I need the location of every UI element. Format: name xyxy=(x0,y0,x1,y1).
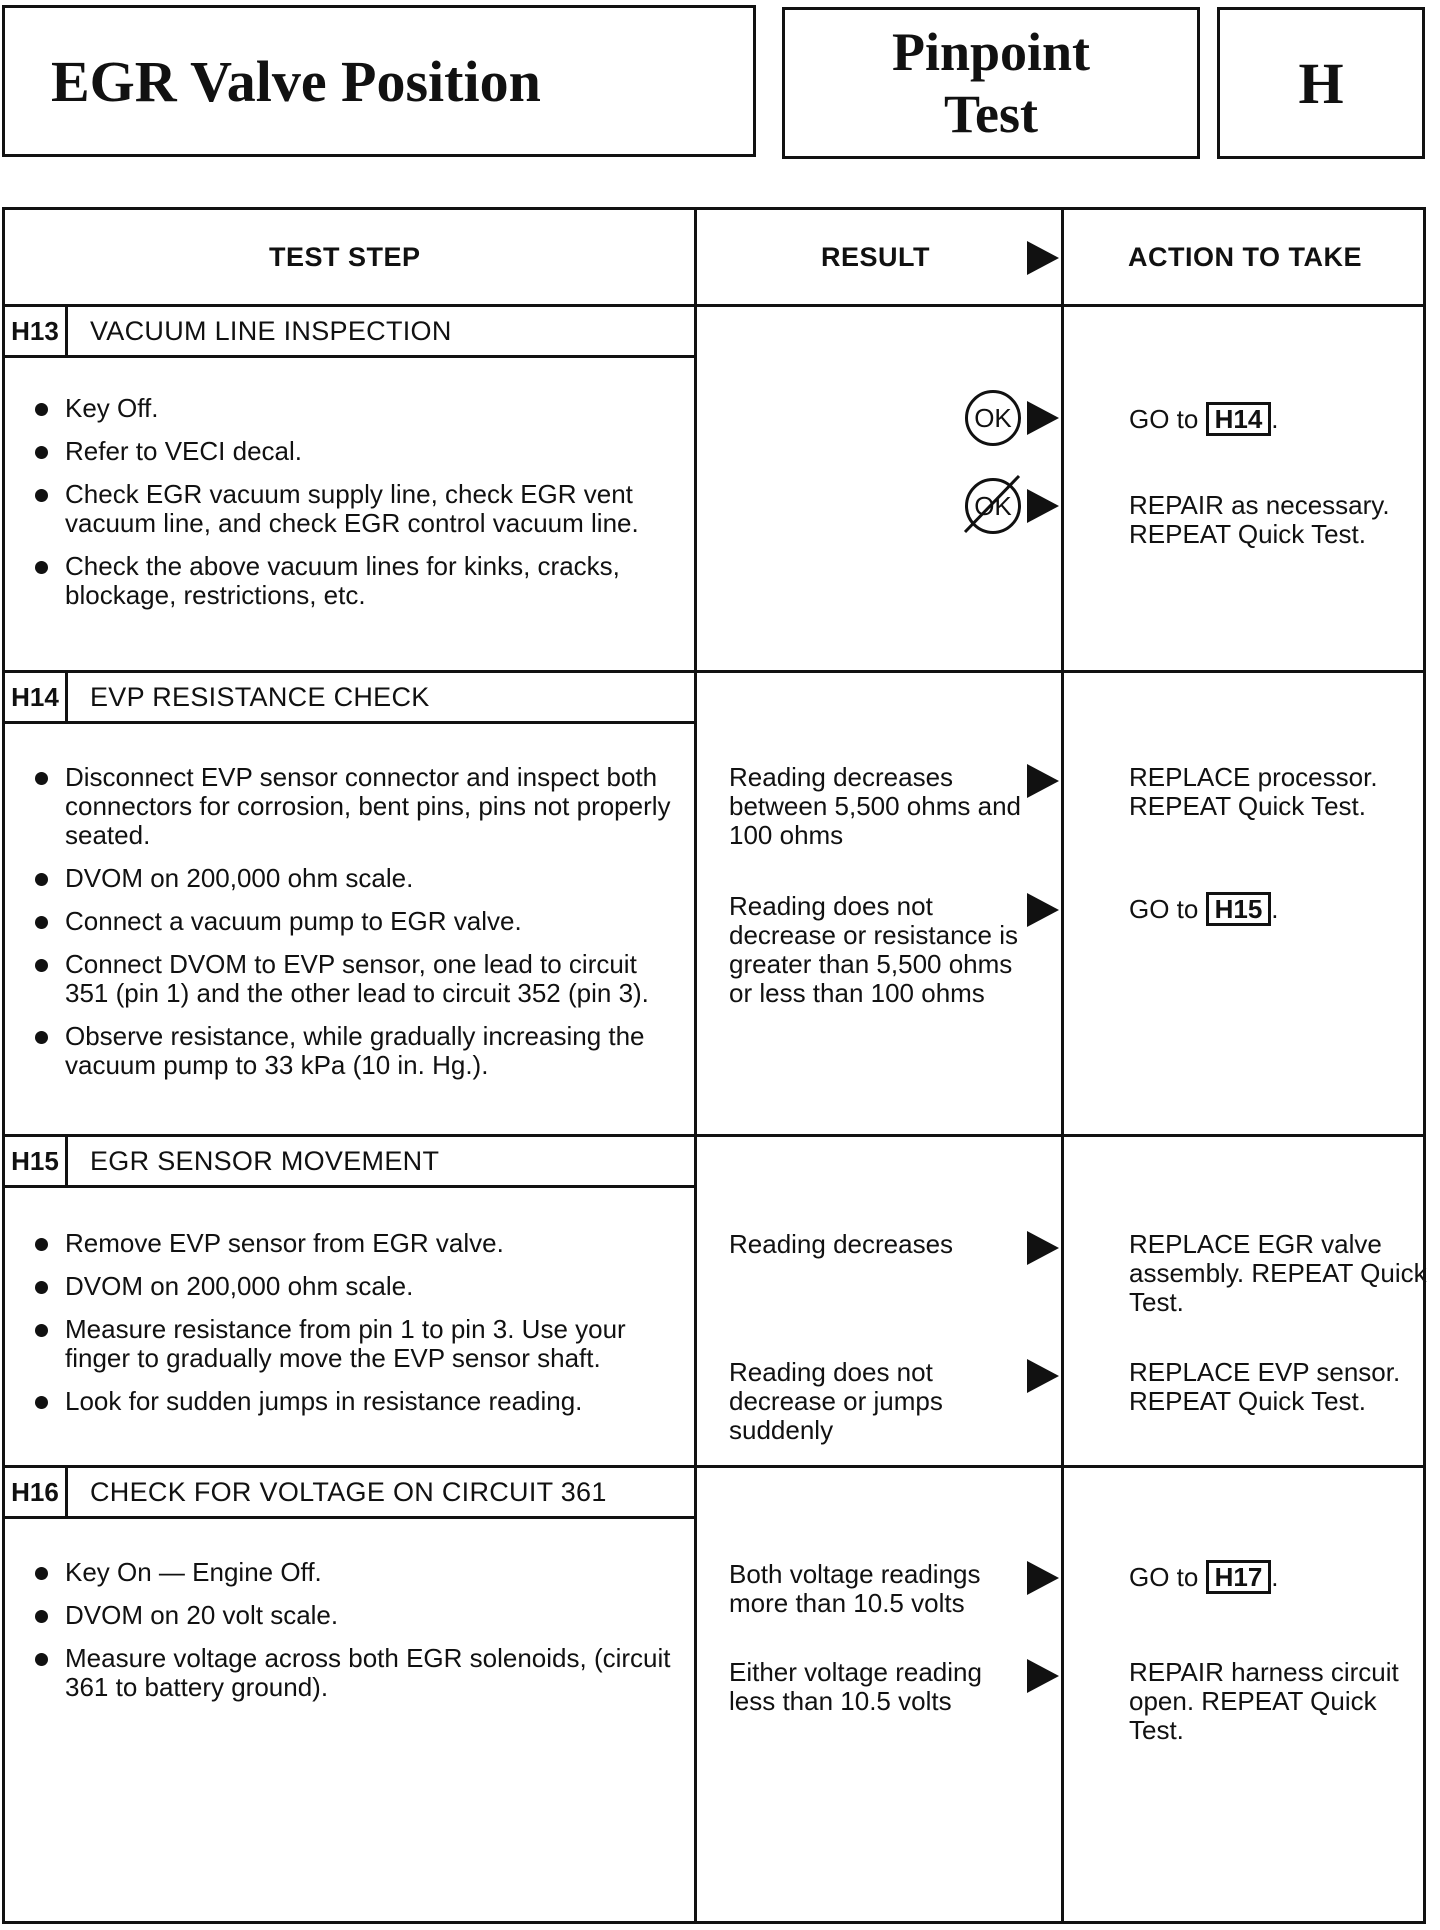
result-arrow-icon xyxy=(1027,893,1059,927)
action-text: REPLACE EVP sensor. REPEAT Quick Test. xyxy=(1129,1357,1401,1416)
list-item: Measure voltage across both EGR solenoids, (circuit 361 to battery ground). xyxy=(35,1644,685,1702)
result-arrow-icon xyxy=(1027,489,1059,523)
result-text: Reading decreases between 5,500 ohms and 100 ohms xyxy=(729,762,1021,850)
step-title: EGR SENSOR MOVEMENT xyxy=(90,1145,440,1176)
title-text: EGR Valve Position xyxy=(51,48,541,114)
list-item: Observe resistance, while gradually increasing the vacuum pump to 33 kPa (10 in. Hg.). xyxy=(35,1022,685,1080)
list-item: DVOM on 20 volt scale. xyxy=(35,1601,685,1630)
header-test-step: TEST STEP xyxy=(269,241,421,272)
step-h15-label xyxy=(5,1137,694,1185)
step-h15-bullets xyxy=(35,1229,685,1430)
goto-step-box: H15 xyxy=(1206,892,1272,926)
result-arrow-icon xyxy=(1027,1659,1059,1693)
pinpoint-line2: Test xyxy=(943,84,1039,144)
list-item: Check the above vacuum lines for kinks, cracks, blockage, restrictions, etc. xyxy=(35,552,685,610)
step-h13-bullets xyxy=(35,394,685,624)
step-title: EVP RESISTANCE CHECK xyxy=(90,681,430,712)
test-letter-box xyxy=(1217,7,1425,159)
not-ok-result-icon: OK xyxy=(965,478,1021,534)
list-item: Connect a vacuum pump to EGR valve. xyxy=(35,907,685,936)
pinpoint-line1: Pinpoint xyxy=(891,22,1091,82)
header-action: ACTION TO TAKE xyxy=(1128,241,1362,272)
action-text: REPLACE EGR valve assembly. REPEAT Quick Test. xyxy=(1129,1229,1427,1317)
result-arrow-icon xyxy=(1027,764,1059,798)
page-title xyxy=(2,5,756,157)
divider-result-action xyxy=(1061,210,1064,1921)
list-item: Measure resistance from pin 1 to pin 3. Use your finger to gradually move the EVP sensor shaft. xyxy=(35,1315,685,1373)
step-id: H16 xyxy=(5,1468,68,1516)
action-text: REPAIR as necessary. REPEAT Quick Test. xyxy=(1129,490,1390,549)
action-text: REPLACE processor. REPEAT Quick Test. xyxy=(1129,762,1378,821)
result-text: Either voltage reading less than 10.5 volts xyxy=(729,1657,982,1716)
step-h14-title-rule xyxy=(5,721,694,724)
action-goto-h15: GO to H15 . xyxy=(1129,894,1279,924)
list-item: Key On — Engine Off. xyxy=(35,1558,685,1587)
step-h13-label xyxy=(5,307,694,355)
divider-step-result xyxy=(694,210,697,1921)
list-item: DVOM on 200,000 ohm scale. xyxy=(35,864,685,893)
ok-result-icon: OK xyxy=(965,390,1021,446)
action-goto-h17: GO to H17 . xyxy=(1129,1562,1279,1592)
result-arrow-icon xyxy=(1027,1231,1059,1265)
goto-step-box: H17 xyxy=(1206,1560,1272,1594)
action-goto-h14: GO to H14 . xyxy=(1129,404,1279,434)
result-arrow-icon xyxy=(1027,401,1059,435)
list-item: Look for sudden jumps in resistance reading. xyxy=(35,1387,685,1416)
action-text: REPAIR harness circuit open. REPEAT Quick Test. xyxy=(1129,1657,1399,1745)
list-item: Check EGR vacuum supply line, check EGR vent vacuum line, and check EGR control vacuum line. xyxy=(35,480,685,538)
step-h13-title-rule xyxy=(5,355,694,358)
not-ok-slash-icon xyxy=(963,474,1023,534)
step-h16-bullets xyxy=(35,1558,685,1716)
step-h15-title-rule xyxy=(5,1185,694,1188)
header-arrow-icon xyxy=(1027,241,1059,275)
step-id: H15 xyxy=(5,1137,68,1185)
step-title: VACUUM LINE INSPECTION xyxy=(90,315,452,346)
list-item: Disconnect EVP sensor connector and inspect both connectors for corrosion, bent pins, pins not properly seated. xyxy=(35,763,685,850)
step-h16-label xyxy=(5,1468,694,1516)
result-text: Reading does not decrease or jumps suddenly xyxy=(729,1357,943,1445)
test-letter: H xyxy=(1298,50,1344,116)
list-item: Key Off. xyxy=(35,394,685,423)
step-title: CHECK FOR VOLTAGE ON CIRCUIT 361 xyxy=(90,1476,607,1507)
list-item: Remove EVP sensor from EGR valve. xyxy=(35,1229,685,1258)
step-h14-bullets xyxy=(35,763,685,1094)
pinpoint-table xyxy=(2,207,1426,1924)
header-result: RESULT xyxy=(821,241,930,272)
step-id: H13 xyxy=(5,307,68,355)
list-item: DVOM on 200,000 ohm scale. xyxy=(35,1272,685,1301)
result-arrow-icon xyxy=(1027,1561,1059,1595)
result-text: Reading does not decrease or resistance is greater than 5,500 ohms or less than 100 ohms xyxy=(729,891,1019,1008)
goto-step-box: H14 xyxy=(1206,402,1272,436)
step-h14-label xyxy=(5,673,694,721)
step-h16-title-rule xyxy=(5,1516,694,1519)
step-id: H14 xyxy=(5,673,68,721)
result-text: Reading decreases xyxy=(729,1229,954,1259)
result-arrow-icon xyxy=(1027,1359,1059,1393)
result-text: Both voltage readings more than 10.5 volts xyxy=(729,1559,981,1618)
list-item: Refer to VECI decal. xyxy=(35,437,685,466)
pinpoint-test-box xyxy=(782,7,1200,159)
list-item: Connect DVOM to EVP sensor, one lead to circuit 351 (pin 1) and the other lead to circuit 352 (pin 3). xyxy=(35,950,685,1008)
